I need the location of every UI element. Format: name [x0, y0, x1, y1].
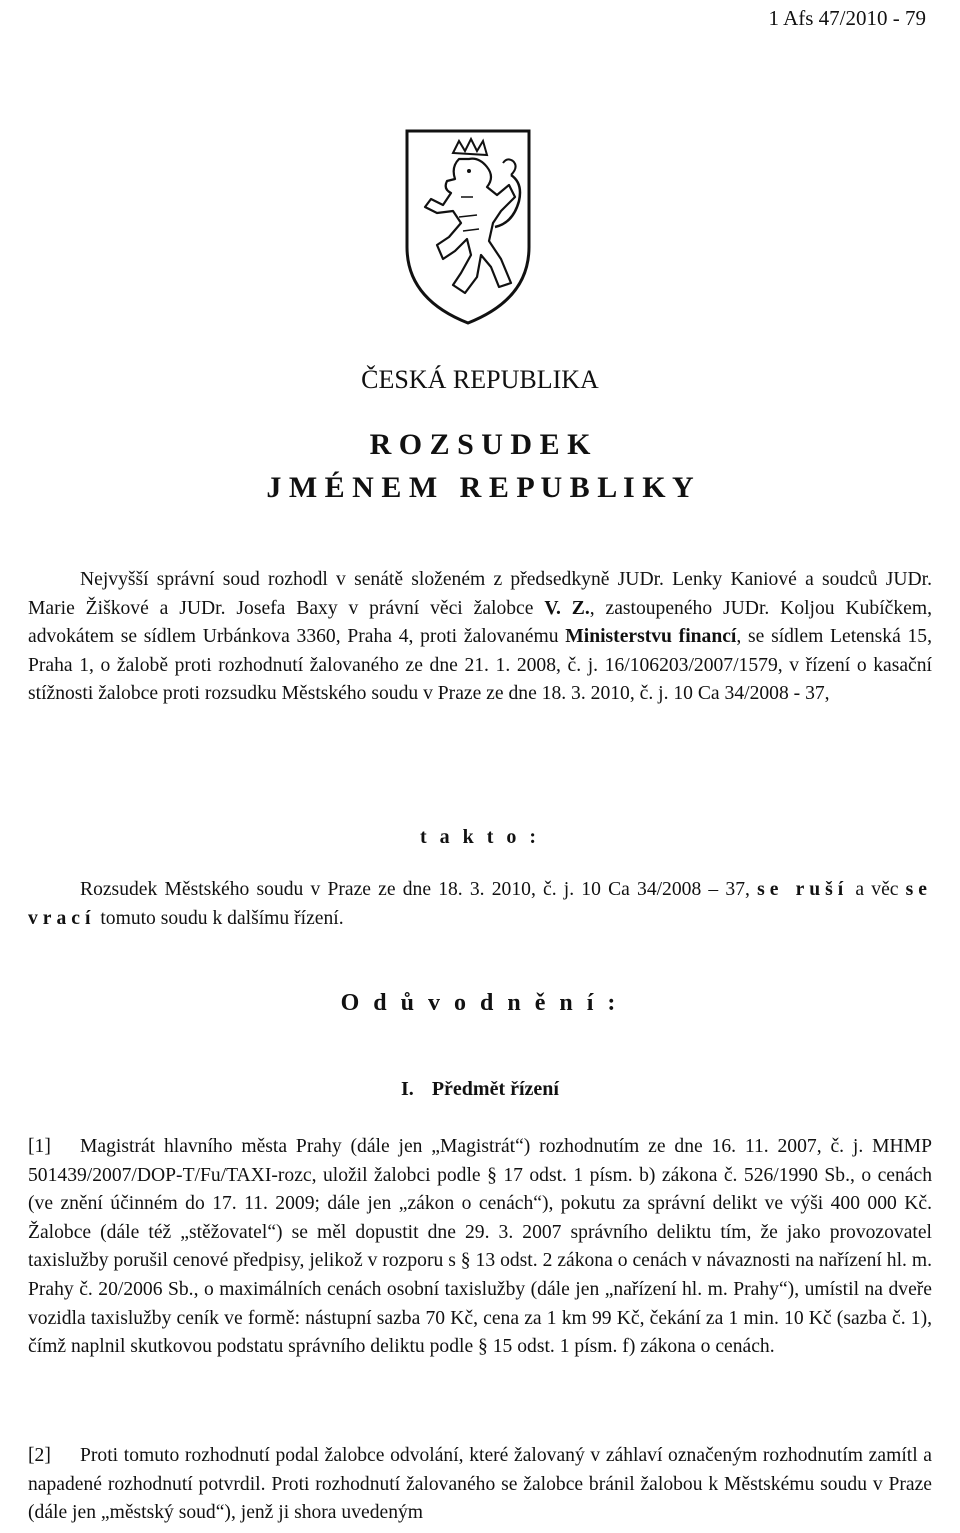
paragraph-text: Proti tomuto rozhodnutí podal žalobce odvolání, které žalovaný v záhlaví označeným rozhodnutím zamítl a napadené rozhodnutí potvrdil. Proti rozhodnutí žalovaného se žalobce bránil žalobou k Městskému soudu v Praze (dále jen „městský soud“), jenž ji shora uvedeným — [28, 1445, 932, 1524]
intro-text-1: Nejvyšší správní soud rozhodl v senátě složeném z předsedkyně JUDr. Lenky Kaniové a soudců JUDr. Marie Žiškové a JUDr. Josefa Baxy v právní věci žalobce — [28, 569, 932, 619]
coat-of-arms-lion-icon — [403, 127, 533, 327]
judgment-heading: R O Z S U D E K — [369, 428, 591, 461]
section-number: I. — [401, 1078, 414, 1100]
verdict-annul: se ruší — [757, 879, 849, 900]
country-title: ČESKÁ REPUBLIKA — [361, 365, 599, 394]
paragraph-1 — [28, 1133, 932, 1362]
intro-paragraph — [28, 566, 932, 709]
republic-heading: J M É N E M R E P U B L I K Y — [266, 471, 694, 504]
section-title: Předmět řízení — [431, 1078, 559, 1100]
paragraph-text: Magistrát hlavního města Prahy (dále jen „Magistrát“) rozhodnutím ze dne 16. 11. 2007, č. j. MHMP 501439/2007/DOP-T/Fu/TAXI-rozc, uložil žalobci podle § 17 odst. 1 písm. b) zákona č. 526/1990 Sb., o cenách (ve znění účinném do 17. 11. 2009; dále jen „zákon o cenách“), pokutu za správní delikt ve výši 400 000 Kč. Žalobce (dále též „stěžovatel“) se měl dopustit dne 29. 3. 2007 správního deliktu tím, že jako provozovatel taxislužby porušil cenové předpisy, jelikož v rozporu s § 13 odst. 2 zákona o cenách v návaznosti na nařízení hl. m. Prahy č. 20/2006 Sb., o maximálních cenách osobní taxislužby (dále jen „nařízení hl. m. Prahy“), umístil na dveře vozidla taxislužby ceník ve formě: nástupní sazba 70 Kč, cena za 1 km 99 Kč, čekání za 1 min. 10 Kč (sazba č. 1), čímž naplnil skutkovou podstatu správního deliktu podle § 15 odst. 1 písm. f) zákona o cenách. — [28, 1136, 932, 1358]
defendant-name: Ministerstvu financí — [565, 626, 737, 648]
case-number: 1 Afs 47/2010 - 79 — [768, 6, 926, 30]
intro-text-3: , se sídlem Letenská 15, Praha 1, o žalobě proti rozhodnutí žalovaného ze dne 21. 1. 2008, č. j. 16/106203/2007/1579, v řízení o kasační stížnosti žalobce proti rozsudku Městského soudu v Praze ze dne 18. 3. 2010, č. j. 10 Ca 34/2008 - 37, — [28, 626, 932, 705]
reasoning-heading: O d ů v o d n ě n í : — [340, 990, 620, 1016]
paragraph-number: [2] — [28, 1445, 51, 1466]
paragraph-2 — [28, 1442, 932, 1528]
verdict-returned: se vrací — [28, 879, 932, 929]
section-heading — [0, 1078, 960, 1101]
takto-heading: t a k t o : — [419, 826, 541, 848]
verdict-text-1: Rozsudek Městského soudu v Praze ze dne 18. 3. 2010, č. j. 10 Ca 34/2008 – 37, — [80, 879, 758, 900]
paragraph-number: [1] — [28, 1136, 51, 1157]
verdict-text-2: a věc — [848, 879, 906, 900]
claimant-name: V. Z. — [544, 597, 590, 619]
verdict-text-3: tomuto soudu k dalšímu řízení. — [95, 907, 344, 929]
intro-text-2: , zastoupeného JUDr. Koljou Kubíčkem, advokátem se sídlem Urbánkova 3360, Praha 4, proti žalovanému — [28, 597, 932, 648]
verdict-paragraph — [28, 876, 932, 933]
